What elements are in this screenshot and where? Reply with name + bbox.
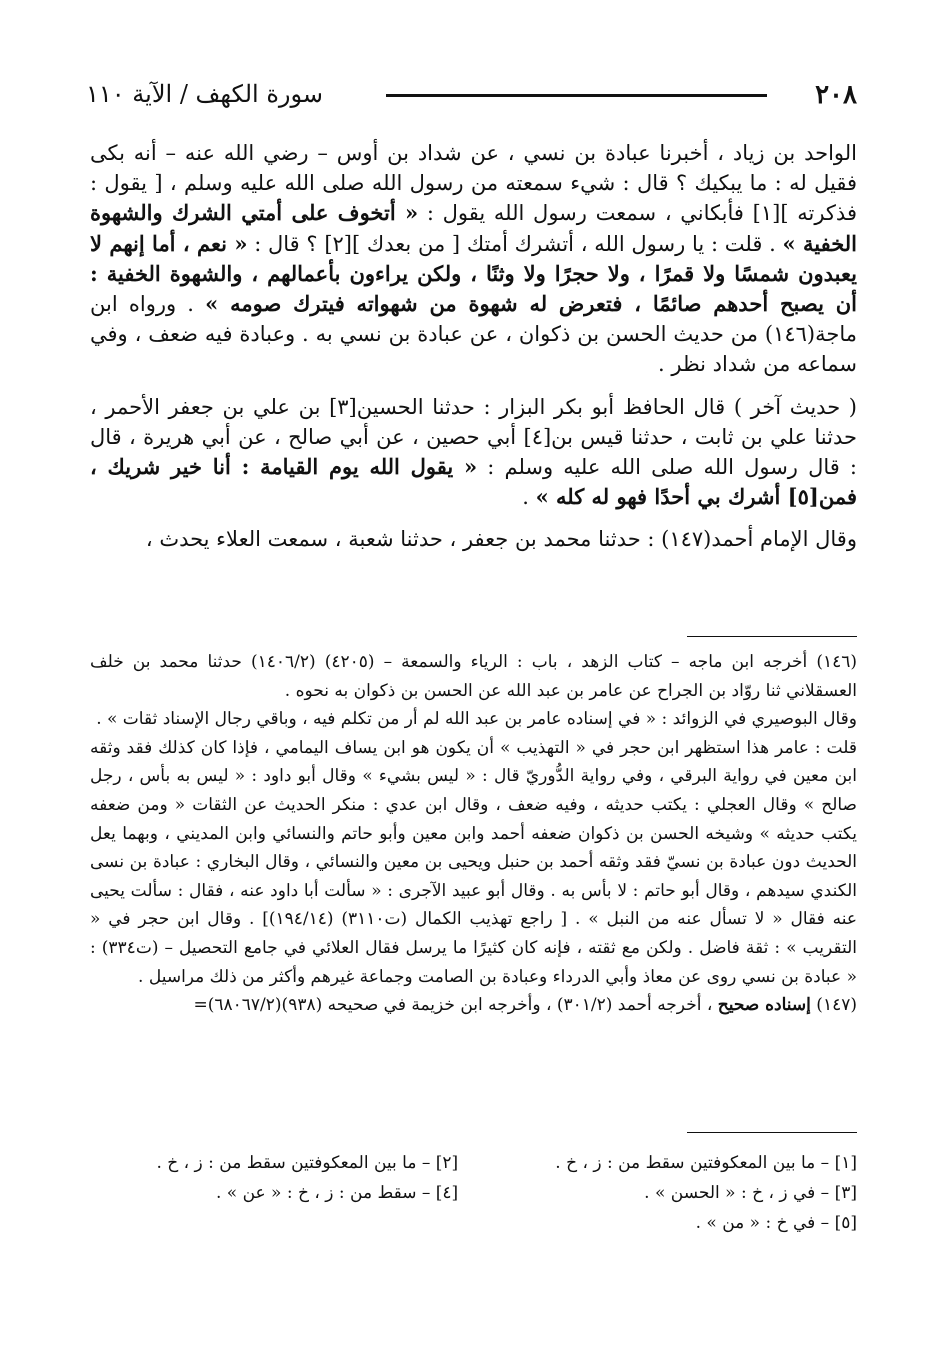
hadith-quote: « يقول الله يوم القيامة : أنا خير شريك ، فمن — [90, 454, 857, 510]
paragraph-2 — [90, 392, 857, 513]
text-span: . قلت : يا رسول الله ، أتشرك أمتك [ من بعدك ] — [352, 231, 783, 256]
page-number: ٢٠٨ — [815, 80, 857, 110]
footnote-147-number: (١٤٧) — [810, 995, 857, 1016]
variant-ref-3: [٣] — [329, 394, 357, 419]
variants-row — [90, 1208, 857, 1238]
hadith-quote: أشرك بي أحدًا فهو له كله » — [535, 484, 788, 510]
variant-ref-5: [٥] — [787, 484, 819, 510]
text-span: : حدثنا محمد بن جعفر ، حدثنا شعبة ، سمعت العلاء يحدث ، — [145, 527, 662, 552]
variants-divider — [687, 1132, 857, 1133]
text-span: ( حديث آخر ) قال الحافظ أبو بكر البزار : حدثنا الحسين — [356, 394, 857, 419]
footnote-146: (١٤٦) أخرجه ابن ماجه – كتاب الزهد ، باب : الرياء والسمعة – (٤٢٠٥) (١٤٠٦/٢) حدثنا محمد بن خلف العسقلاني ثنا روّاد بن الجراح عن عامر بن عبد الله عن الحسن بن ذكوان به نحوه . — [90, 652, 858, 701]
variant-note-4: [٤] – سقط من : ز ، خ : « عن » . — [215, 1183, 459, 1203]
manuscript-variants — [90, 1148, 857, 1238]
footnote-ref-147: (١٤٧) — [661, 527, 712, 552]
variant-note-2: [٢] – ما بين المعكوفتين سقط من : ز ، خ . — [156, 1153, 459, 1173]
text-span: أبي حصين ، عن أبي صالح ، عن أبي هريرة ، قال : قال رسول الله صلى الله عليه وسلم : — [90, 424, 857, 480]
footnote-146-commentary: قلت : عامر هذا استظهر ابن حجر في « التهذيب » أن يكون هو ابن يساف اليمامي ، فإذا كان كذلك فقد وثقه ابن معين في رواية البرقي ، وفي رواية الدُّوريّ قال : « ليس بشيء » وقال أبو داود : « ليس به بأس ، رجل صالح » وقال العجلي : يكتب حديثه ، وفيه ضعف ، وقال ابن عدي : منكر الحديث عن الثقات « ومن ضعفه يكتب حديثه » وشيخه الحسن بن ذكوان ضعفه أحمد وابن معين وأبو حاتم والنسائي وابن المديني ، وبهما يعل الحديث دون عبادة بن نسيّ فقد وثقه أحمد بن حنبل ويحيى بن معين والنسائي ، وقال البخاري : عبادة بن نسى الكندي سيدهم ، وقال أبو حاتم : لا بأس به . وقال أبو عبيد الآجرى : « سألت أبا داود عنه ، فقال : سألت يحيى عنه فقال « لا تسأل عنه من النبل » . [ راجع تهذيب الكمال (ت٣١١٠) (١٩٤/١٤)] . وقال ابن حجر في « التقريب » : ثقة فاضل . ولكن مع ثقته ، فإنه كان كثيرًا ما يرسل فقال العلائي في جامع التحصيل – (ت٣٣٤) : « عبادة بن نسي روى عن معاذ وأبي الدرداء وعبادة بن الصامت وجماعة غيرهم وأكثر من ذلك مراسيل . — [90, 737, 857, 987]
text-span: ؟ قال : — [247, 231, 325, 256]
text-span: وقال الإمام أحمد — [711, 527, 857, 552]
variant-note-3: [٣] – في ز ، خ : « الحسن » . — [644, 1183, 857, 1203]
page-header — [86, 80, 857, 120]
footnote-147-text: ، أخرجه أحمد (٣٠١/٢) ، وأخرجه ابن خزيمة في صحيحه (٩٣٨)(٦٨٠٦٧/٢)= — [193, 995, 718, 1016]
hadith-quote: « أتخوف على أمتي الشرك والشهوة الخفية » — [90, 200, 857, 256]
text-span: . — [522, 485, 536, 510]
variant-ref-2: [٢] — [324, 231, 352, 256]
text-span: بن علي بن جعفر الأحمر ، حدثنا علي بن ثابت ، حدثنا قيس بن — [90, 394, 857, 449]
main-text — [90, 138, 857, 567]
paragraph-3 — [90, 524, 857, 554]
hadith-quote: « نعم ، أما إنهم لا يعبدون شمسًا ولا قمرًا ، ولا حجرًا ولا وثنًا ، ولكن يراءون بأعمالهم ، والشهوة الخفية : أن يصبح أحدهم صائمًا ، فتعرض له شهوة من شهواته فيترك صومه » — [90, 230, 857, 317]
paragraph-1 — [90, 138, 857, 380]
text-span: الواحد بن زياد ، أخبرنا عبادة بن نسي ، عن شداد بن أوس – رضي الله عنه – أنه بكى فقيل له : ما يبكيك ؟ قال : شيء سمعته من رسول الله صلى الله عليه وسلم ، [ يقول : فذكرته ] — [90, 141, 857, 226]
variants-row — [90, 1148, 857, 1178]
footnotes — [90, 648, 857, 1020]
footnote-ref-146: (١٤٦) — [764, 322, 816, 347]
text-span: فأبكاني ، سمعت رسول الله يقول : — [418, 201, 753, 226]
running-head: سورة الكهف / الآية ١١٠ — [86, 80, 323, 108]
variants-row — [90, 1178, 857, 1208]
footnote-147-grading: إسناده صحيح — [717, 995, 811, 1016]
footnote-147 — [90, 991, 857, 1020]
header-rule — [386, 94, 767, 97]
variant-ref-1: [١] — [752, 201, 781, 226]
text-span: . ورواه ابن ماجة — [90, 292, 857, 347]
footnote-146-zawaid: وقال البوصيري في الزوائد : « في إسناده عامر بن عبد الله لم أر من تكلم فيه ، وباقي رجال الإسناد ثقات » . — [96, 709, 857, 730]
variant-note-1: [١] – ما بين المعكوفتين سقط من : ز ، خ . — [555, 1153, 857, 1173]
variant-ref-4: [٤] — [523, 424, 552, 449]
variant-note-5: [٥] – في خ : « من » . — [695, 1213, 857, 1233]
footnote-divider — [687, 636, 857, 637]
text-span: من حديث الحسن بن ذكوان ، عن عبادة بن نسي به . وعبادة فيه ضعف ، وفي سماعه من شداد نظر . — [90, 322, 857, 377]
